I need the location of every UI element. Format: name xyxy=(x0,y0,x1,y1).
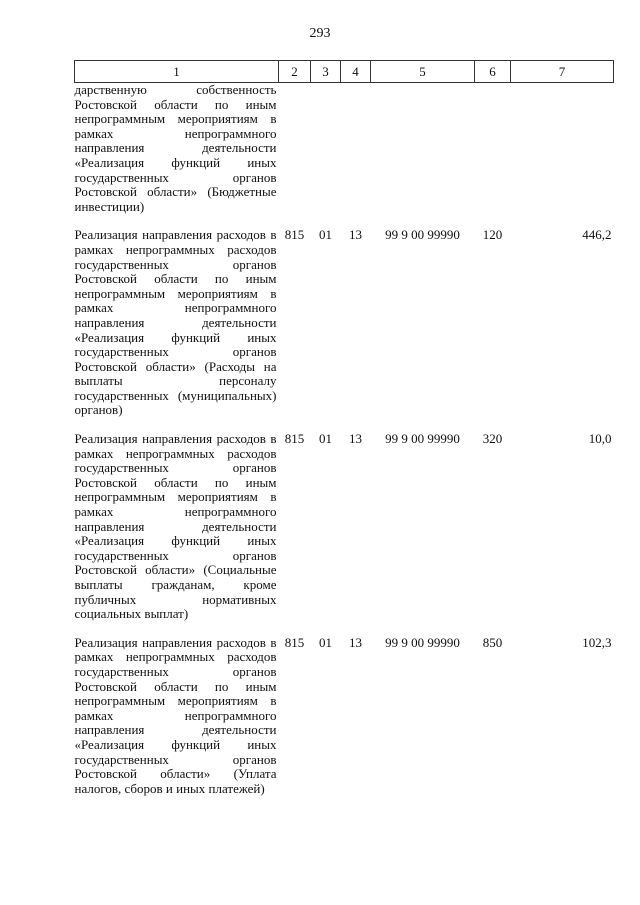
column-header: 2 xyxy=(279,61,311,83)
cell-target-article: 99 9 00 99990 xyxy=(385,431,460,447)
column-header: 3 xyxy=(311,61,341,83)
cell-expense-type: 120 xyxy=(482,227,503,243)
cell-target-article: 99 9 00 99990 xyxy=(385,634,460,650)
cell-ministry: 815 xyxy=(284,431,305,447)
table-row xyxy=(75,83,614,229)
cell-expense-type xyxy=(475,83,511,229)
cell-subsection xyxy=(341,83,371,229)
cell-ministry: 815 xyxy=(284,227,305,243)
cell-subsection: 13 xyxy=(349,227,362,243)
cell-section: 01 xyxy=(319,227,332,243)
table-row xyxy=(75,228,614,432)
column-header: 4 xyxy=(341,61,371,83)
cell-amount xyxy=(511,83,614,229)
cell-target-article: 99 9 00 99990 xyxy=(385,227,460,243)
table-row xyxy=(75,432,614,636)
column-header: 6 xyxy=(475,61,511,83)
table-header xyxy=(75,61,614,83)
cell-section: 01 xyxy=(319,634,332,650)
page-number: 293 xyxy=(309,26,331,41)
row-description: дарственную собственность Ростовской области по иным непрограммным мероприятиям в рамках непрограммного направления деятельности «Реализация функций иных государственных органов Ростовской области» (Бюджетные инвестиции) xyxy=(74,82,277,214)
cell-section xyxy=(311,83,341,229)
row-description: Реализация направления расходов в рамках непрограммных расходов государственных органов Ростовской области по иным непрограммным мероприятиям в рамках непрограммного направления деятельности «Реализация функций иных государственных органов Ростовской области» (Социальные выплаты гражданам, кроме публичных нормативных социальных выплат) xyxy=(74,431,277,622)
cell-subsection: 13 xyxy=(349,634,362,650)
cell-amount: 102,3 xyxy=(582,634,612,650)
cell-ministry xyxy=(279,83,311,229)
cell-amount: 10,0 xyxy=(588,431,612,447)
table-row xyxy=(75,636,614,811)
cell-expense-type: 850 xyxy=(482,634,503,650)
row-description: Реализация направления расходов в рамках непрограммных расходов государственных органов Ростовской области по иным непрограммным мероприятиям в рамках непрограммного направления деятельности «Реализация функций иных государственных органов Ростовской области» (Уплата налогов, сборов и иных платежей) xyxy=(74,634,277,796)
cell-amount: 446,2 xyxy=(582,227,612,243)
cell-subsection: 13 xyxy=(349,431,362,447)
column-header: 1 xyxy=(75,61,279,83)
cell-section: 01 xyxy=(319,431,332,447)
budget-table xyxy=(74,60,614,810)
cell-ministry: 815 xyxy=(284,634,305,650)
column-header: 5 xyxy=(371,61,475,83)
cell-target-article xyxy=(371,83,475,229)
cell-expense-type: 320 xyxy=(482,431,503,447)
column-header: 7 xyxy=(511,61,614,83)
row-description: Реализация направления расходов в рамках непрограммных расходов государственных органов Ростовской области по иным непрограммным мероприятиям в рамках непрограммного направления деятельности «Реализация функций иных государственных органов Ростовской области» (Расходы на выплаты персоналу государственных (муниципальных) органов) xyxy=(74,227,277,418)
